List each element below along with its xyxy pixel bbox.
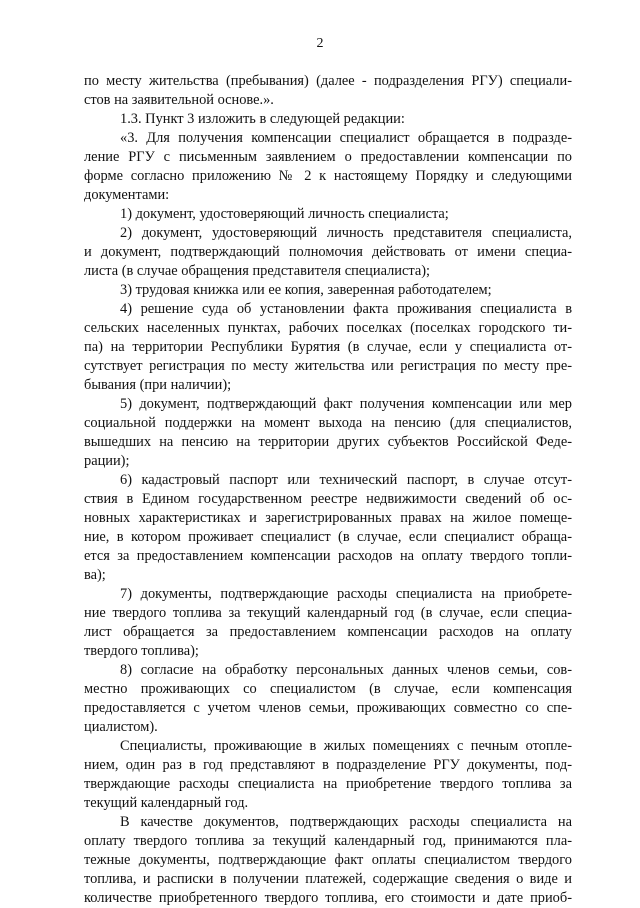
text-line: форме согласно приложению № 2 к настоящему Порядку и следующими: [84, 168, 572, 184]
text-line: 1.3. Пункт 3 изложить в следующей редакции:: [120, 111, 405, 127]
paragraph: [84, 661, 572, 737]
text-line: количестве приобретенного твердого топлива, его стоимости и дате приоб-: [84, 890, 572, 906]
text-line: оплату твердого топлива за текущий календарный год, принимаются пла-: [84, 833, 572, 849]
text-line: ется за предоставлением компенсации расходов на оплату твердого топли-: [84, 548, 572, 564]
text-line: ва);: [84, 567, 106, 583]
paragraph: [84, 737, 572, 813]
text-line: 4) решение суда об установлении факта проживания специалиста в: [120, 301, 572, 317]
text-line: «3. Для получения компенсации специалист обращается в подразде-: [120, 130, 572, 146]
text-line: 1) документ, удостоверяющий личность специалиста;: [120, 206, 449, 222]
text-line: 8) согласие на обработку персональных данных членов семьи, сов-: [120, 662, 572, 678]
text-line: сельских населенных пунктах, рабочих поселках (поселках городского ти-: [84, 320, 572, 336]
text-line: тежные документы, подтверждающие факт оплаты специалистом твердого: [84, 852, 572, 868]
paragraph: [84, 395, 572, 471]
page-number: 2: [316, 36, 324, 51]
paragraph: [84, 471, 572, 585]
text-line: текущий календарный год.: [84, 795, 249, 811]
paragraph: [84, 300, 572, 395]
text-line: циалистом).: [84, 719, 158, 735]
document-body: [84, 72, 572, 908]
text-line: В качестве документов, подтверждающих расходы специалиста на: [120, 814, 572, 830]
paragraph: [84, 281, 572, 300]
text-line: сутствует регистрация по месту жительства или регистрация по месту пре-: [84, 358, 572, 374]
paragraph: [84, 110, 572, 129]
text-line: топлива, и расписки в получении платежей, содержащие сведения о виде и: [84, 871, 572, 887]
text-line: местно проживающих со специалистом (в случае, если компенсация: [84, 681, 572, 697]
paragraph: [84, 205, 572, 224]
text-line: ние твердого топлива за текущий календарный год (в случае, если специа-: [84, 605, 572, 621]
text-line: 7) документы, подтверждающие расходы специалиста на приобрете-: [120, 586, 572, 602]
paragraph: [84, 813, 572, 908]
text-line: 5) документ, подтверждающий факт получения компенсации или мер: [120, 396, 572, 412]
text-line: па) на территории Республики Бурятия (в случае, если у специалиста от-: [84, 339, 572, 355]
text-line: лист обращается за предоставлением компенсации расходов на оплату: [84, 624, 572, 640]
text-line: и документ, подтверждающий полномочия действовать от имени специа-: [84, 244, 572, 260]
text-line: рации);: [84, 453, 130, 469]
text-line: документами:: [84, 187, 170, 203]
text-line: тверждающие расходы специалиста на приобретение твердого топлива за: [84, 776, 572, 792]
text-line: по месту жительства (пребывания) (далее - подразделения РГУ) специали-: [84, 73, 572, 89]
paragraph: [84, 224, 572, 281]
paragraph: [84, 72, 572, 110]
text-line: Специалисты, проживающие в жилых помещениях с печным отопле-: [120, 738, 572, 754]
text-line: твердого топлива);: [84, 643, 199, 659]
text-line: нием, один раз в год представляют в подразделение РГУ документы, под-: [84, 757, 572, 773]
text-line: социальной поддержки на момент выхода на пенсию (для специалистов,: [84, 415, 572, 431]
text-line: 2) документ, удостоверяющий личность представителя специалиста,: [120, 225, 572, 241]
text-line: предоставляется с учетом членов семьи, проживающих совместно со спе-: [84, 700, 572, 716]
text-line: новных характеристиках и зарегистрированных правах на жилое помеще-: [84, 510, 572, 526]
text-line: ние, в котором проживает специалист (в случае, если специалист обраща-: [84, 529, 572, 545]
text-line: стов на заявительной основе.».: [84, 92, 274, 108]
text-line: вышедших на пенсию на территории других субъектов Российской Феде-: [84, 434, 572, 450]
paragraph: [84, 129, 572, 205]
text-line: ление РГУ с письменным заявлением о предоставлении компенсации по: [84, 149, 572, 165]
text-line: 3) трудовая книжка или ее копия, заверенная работодателем;: [120, 282, 492, 298]
text-line: 6) кадастровый паспорт или технический паспорт, в случае отсут-: [120, 472, 572, 488]
paragraph: [84, 585, 572, 661]
text-line: листа (в случае обращения представителя специалиста);: [84, 263, 430, 279]
text-line: бывания (при наличии);: [84, 377, 232, 393]
text-line: ствия в Едином государственном реестре недвижимости сведений об ос-: [84, 491, 572, 507]
